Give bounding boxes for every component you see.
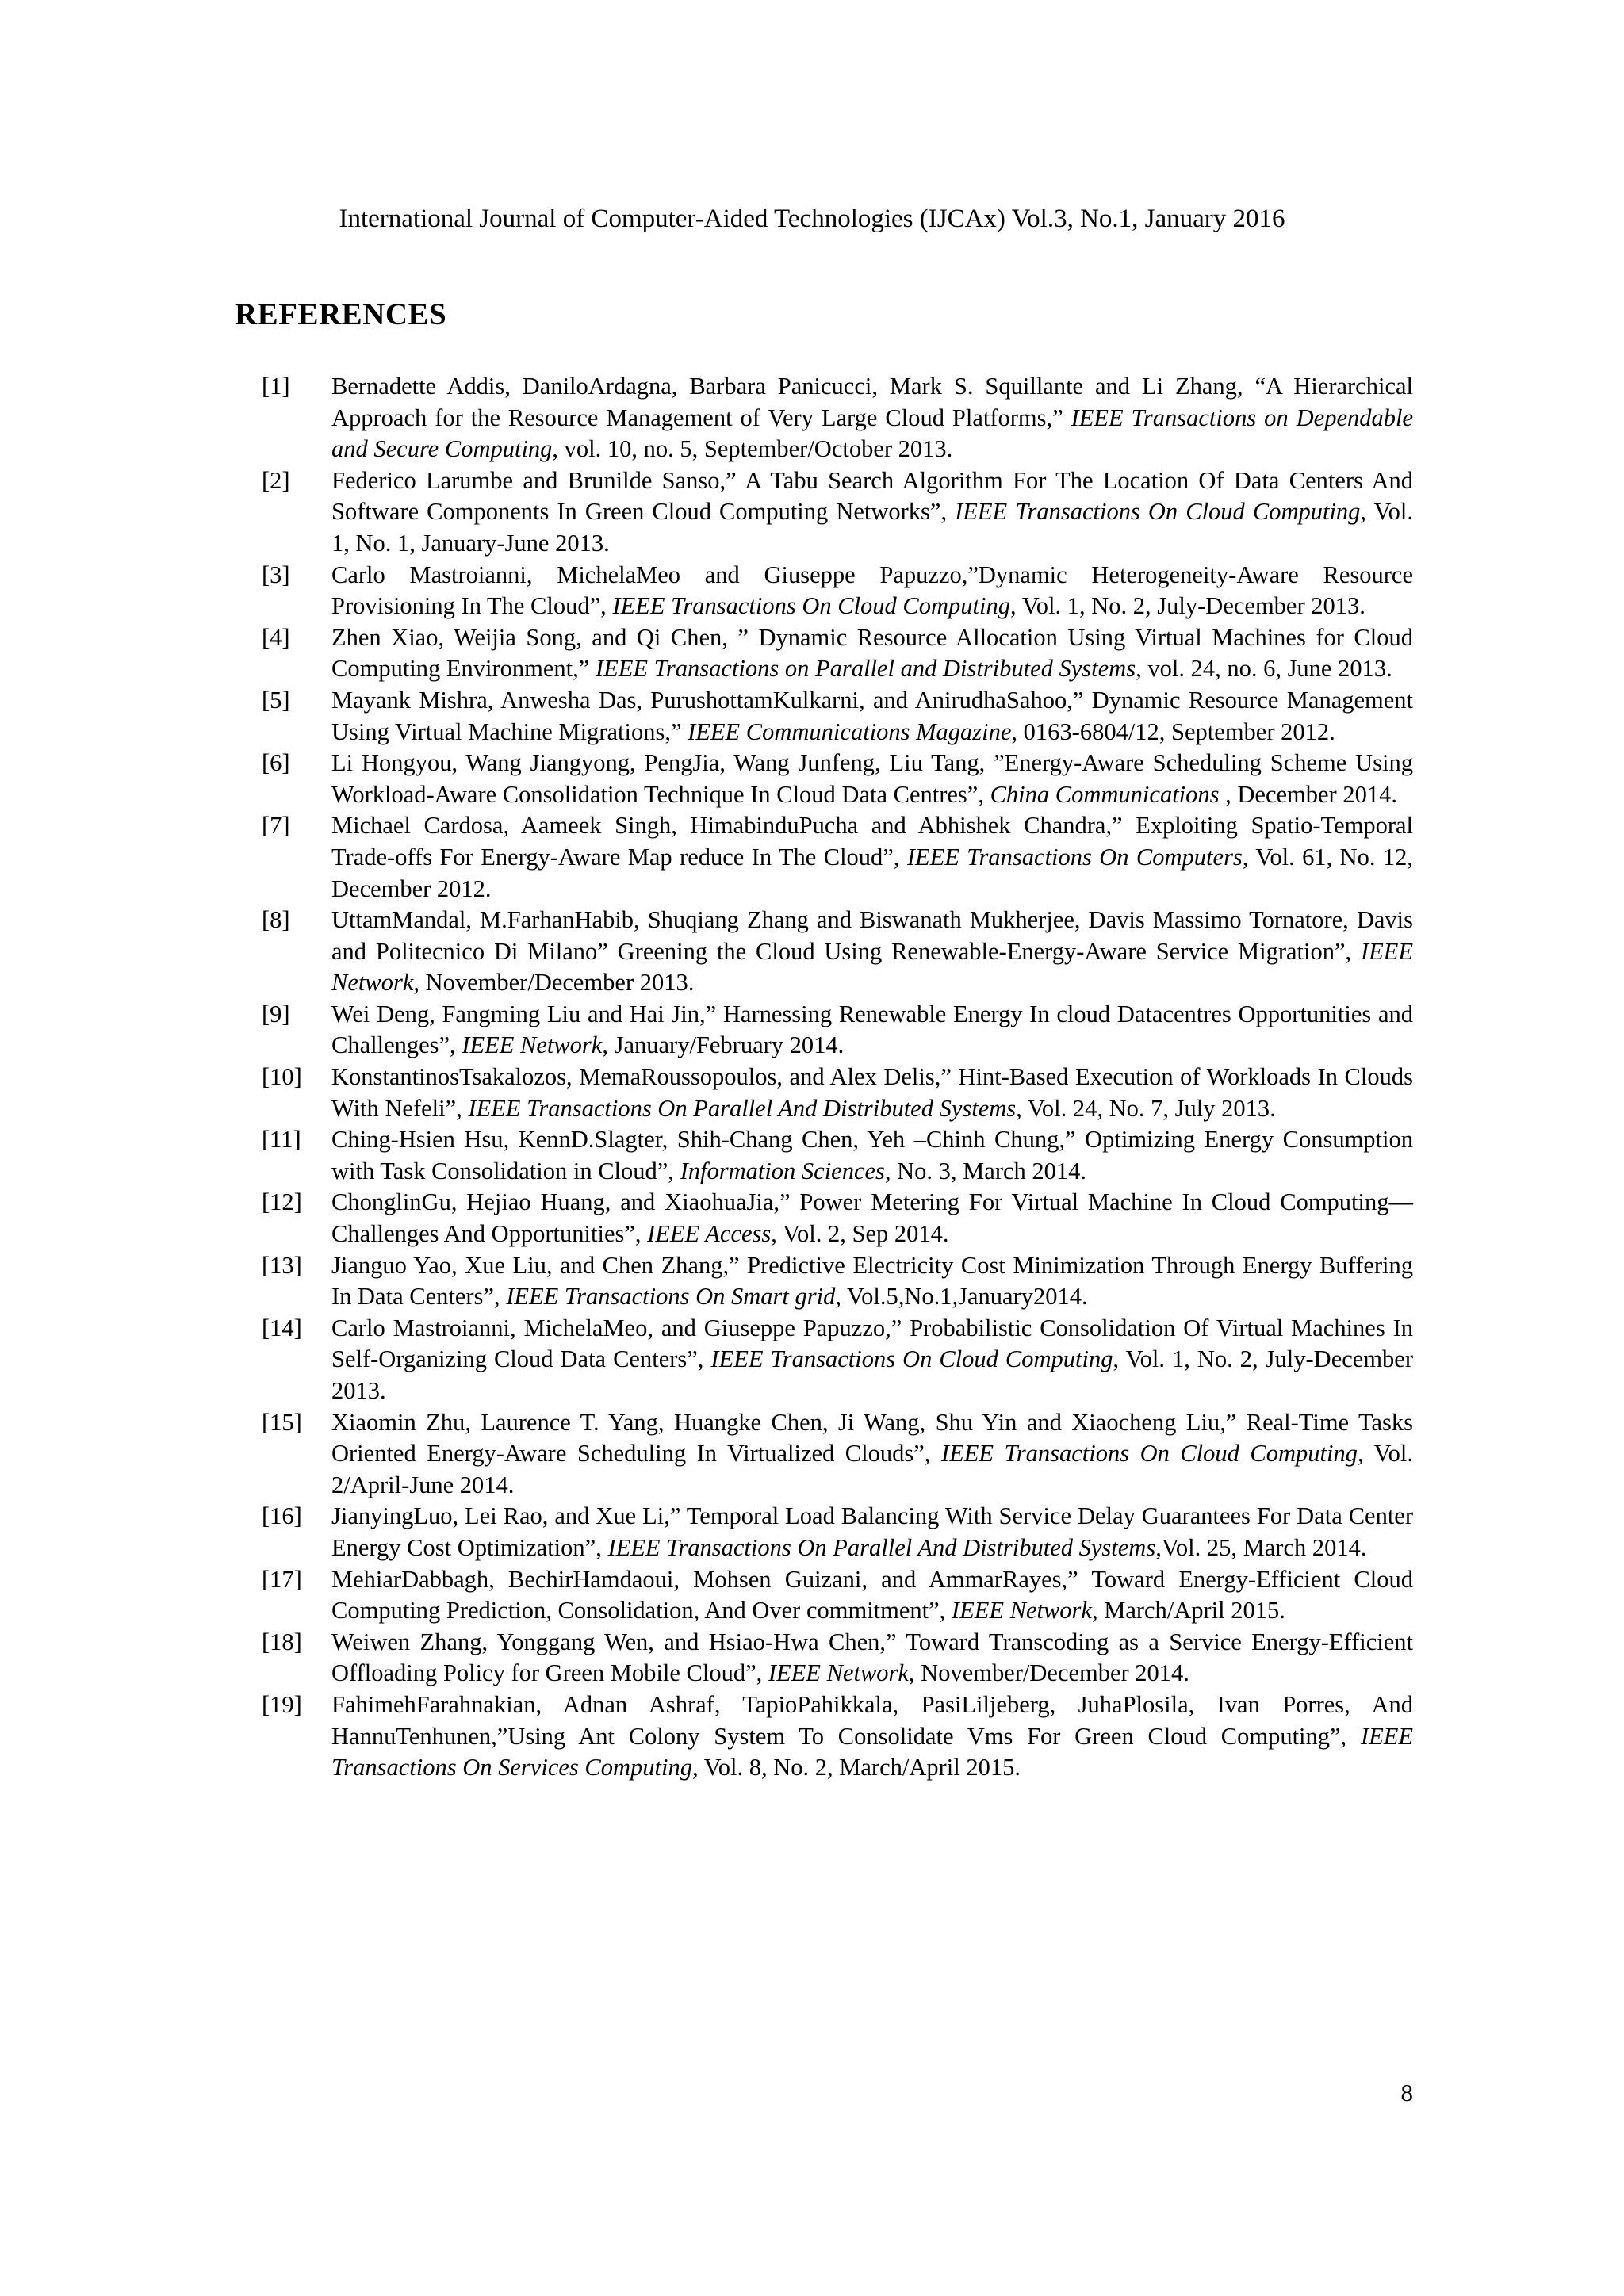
reference-authors-title: Mayank Mishra, Anwesha Das, PurushottamKulkarni, and AnirudhaSahoo,” Dynamic Resource Management Using Virtual Machine Migrations,” <box>331 686 1413 745</box>
reference-details: , vol. 24, no. 6, June 2013. <box>1136 655 1392 683</box>
reference-venue: IEEE Transactions On Cloud Computing <box>612 592 1011 620</box>
reference-text <box>331 999 1413 1062</box>
reference-details: , Vol. 1, No. 1, January-June 2013. <box>331 498 1413 557</box>
reference-details: , Vol.5,No.1,January2014. <box>835 1283 1088 1311</box>
reference-text <box>331 1501 1413 1563</box>
reference-item <box>262 905 1413 999</box>
reference-item <box>262 622 1413 685</box>
reference-text <box>331 1124 1413 1187</box>
reference-authors-title: Federico Larumbe and Brunilde Sanso,” A Tabu Search Algorithm For The Location Of Data Centers And Software Components In Green Cloud Computing Networks”, <box>331 466 1413 526</box>
reference-details: , Vol. 24, No. 7, July 2013. <box>1016 1094 1276 1122</box>
reference-number: [5] <box>262 686 290 714</box>
reference-venue: IEEE Transactions On Computers <box>906 843 1243 871</box>
reference-authors-title: Xiaomin Zhu, Laurence T. Yang, Huangke Chen, Ji Wang, Shu Yin and Xiaocheng Liu,” Real-Time Tasks Oriented Energy-Aware Scheduling In Virtualized Clouds”, <box>331 1408 1413 1468</box>
reference-number: [19] <box>262 1690 302 1718</box>
reference-venue: China Communications <box>990 780 1220 808</box>
reference-item <box>262 1250 1413 1313</box>
reference-item <box>262 1689 1413 1784</box>
reference-text <box>331 560 1413 622</box>
reference-authors-title: Ching-Hsien Hsu, KennD.Slagter, Shih-Chang Chen, Yeh –Chinh Chung,” Optimizing Energy Consumption with Task Consolidation in Cloud”, <box>331 1126 1413 1184</box>
reference-number: [13] <box>262 1251 302 1279</box>
reference-authors-title: UttamMandal, M.FarhanHabib, Shuqiang Zhang and Biswanath Mukherjee, Davis Massimo Tornatore, Davis and Politecnico Di Milano” Greening the Cloud Using Renewable-Energy-Aware Service Migration”, <box>331 906 1413 965</box>
reference-number: [17] <box>262 1565 302 1593</box>
reference-venue: IEEE Transactions On Cloud Computing <box>710 1345 1113 1373</box>
reference-venue: IEEE Transactions On Parallel And Distributed Systems <box>468 1094 1017 1122</box>
reference-authors-title: Weiwen Zhang, Yonggang Wen, and Hsiao-Hwa Chen,” Toward Transcoding as a Service Energy-Efficient Offloading Policy for Green Mobile Cloud”, <box>331 1628 1413 1687</box>
reference-text <box>331 1062 1413 1124</box>
reference-authors-title: ChonglinGu, Hejiao Huang, and XiaohuaJia,” Power Metering For Virtual Machine In Cloud Computing—Challenges And Opportunities”, <box>331 1188 1413 1248</box>
reference-text <box>331 1187 1413 1249</box>
section-title: REFERENCES <box>235 297 447 331</box>
reference-details: , November/December 2013. <box>413 969 695 997</box>
reference-authors-title: MehiarDabbagh, BechirHamdaoui, Mohsen Guizani, and AmmarRayes,” Toward Energy-Efficient Cloud Computing Prediction, Consolidation, And Over commitment”, <box>331 1565 1413 1624</box>
reference-item <box>262 1313 1413 1407</box>
reference-number: [9] <box>262 1000 290 1027</box>
reference-venue: IEEE Network <box>331 937 1413 997</box>
reference-details: , 0163-6804/12, September 2012. <box>1011 718 1335 745</box>
reference-number: [6] <box>262 749 290 777</box>
reference-venue: IEEE Network <box>768 1659 909 1687</box>
reference-details: , Vol. 61, No. 12, December 2012. <box>331 843 1414 902</box>
reference-venue: IEEE Network <box>462 1031 603 1059</box>
running-header: International Journal of Computer-Aided Technologies (IJCAx) Vol.3, No.1, January 2016 <box>339 205 1285 233</box>
reference-authors-title: Carlo Mastroianni, MichelaMeo, and Giuseppe Papuzzo,” Probabilistic Consolidation Of Virtual Machines In Self-Organizing Cloud Data Centers”, <box>331 1314 1413 1373</box>
reference-venue: IEEE Network <box>951 1597 1092 1624</box>
reference-number: [12] <box>262 1188 302 1216</box>
reference-text <box>331 685 1413 748</box>
reference-venue: IEEE Transactions On Parallel And Distributed Systems, <box>607 1533 1162 1561</box>
reference-authors-title: Wei Deng, Fangming Liu and Hai Jin,” Harnessing Renewable Energy In cloud Datacentres Opportunities and Challenges”, <box>331 1000 1413 1059</box>
reference-number: [8] <box>262 906 290 934</box>
reference-number: [11] <box>262 1126 301 1154</box>
reference-text <box>331 810 1413 905</box>
reference-venue: IEEE Transactions On Smart grid <box>506 1283 836 1311</box>
reference-details: , January/February 2014. <box>602 1031 845 1059</box>
reference-authors-title: FahimehFarahnakian, Adnan Ashraf, TapioPahikkala, PasiLiljeberg, JuhaPlosila, Ivan Porres, And HannuTenhunen,”Using Ant Colony System To Consolidate Vms For Green Cloud Computing”, <box>331 1690 1413 1750</box>
reference-item <box>262 465 1413 560</box>
reference-item <box>262 999 1413 1062</box>
reference-details: , March/April 2015. <box>1091 1597 1285 1624</box>
page-number: 8 <box>1400 2079 1413 2107</box>
reference-number: [7] <box>262 812 290 840</box>
reference-details: , November/December 2014. <box>908 1659 1189 1687</box>
reference-authors-title: Li Hongyou, Wang Jiangyong, PengJia, Wang Junfeng, Liu Tang, ”Energy-Aware Scheduling Scheme Using Workload-Aware Consolidation Technique In Cloud Data Centres”, <box>331 749 1413 808</box>
reference-authors-title: KonstantinosTsakalozos, MemaRoussopoulos, and Alex Delis,” Hint-Based Execution of Workloads In Clouds With Nefeli”, <box>331 1063 1413 1122</box>
reference-text <box>331 1627 1413 1689</box>
reference-item <box>262 1187 1413 1249</box>
reference-item <box>262 748 1413 810</box>
reference-text <box>331 371 1413 465</box>
reference-details: , December 2014. <box>1219 780 1397 808</box>
reference-list <box>262 371 1413 1784</box>
reference-number: [2] <box>262 466 290 494</box>
reference-venue: IEEE Transactions On Services Computing <box>331 1722 1413 1781</box>
reference-authors-title: Carlo Mastroianni, MichelaMeo and Giuseppe Papuzzo,”Dynamic Heterogeneity-Aware Resource Provisioning In The Cloud”, <box>331 561 1413 620</box>
reference-item <box>262 810 1413 905</box>
reference-text <box>331 905 1413 999</box>
reference-number: [10] <box>262 1063 302 1091</box>
reference-item <box>262 1407 1413 1502</box>
reference-item <box>262 685 1413 748</box>
reference-text <box>331 465 1413 560</box>
reference-item <box>262 1627 1413 1689</box>
reference-item <box>262 1124 1413 1187</box>
reference-text <box>331 1564 1413 1627</box>
reference-venue: IEEE Access <box>647 1220 772 1248</box>
reference-number: [16] <box>262 1502 302 1530</box>
reference-authors-title: Jianguo Yao, Xue Liu, and Chen Zhang,” Predictive Electricity Cost Minimization Through Energy Buffering In Data Centers”, <box>331 1251 1413 1311</box>
reference-details: Vol. 25, March 2014. <box>1161 1533 1367 1561</box>
reference-authors-title: Zhen Xiao, Weijia Song, and Qi Chen, ” Dynamic Resource Allocation Using Virtual Machines for Cloud Computing Environment,” <box>331 623 1413 683</box>
reference-number: [14] <box>262 1314 302 1341</box>
reference-details: , Vol. 1, No. 2, July-December 2013. <box>331 1345 1413 1404</box>
reference-number: [18] <box>262 1628 302 1655</box>
reference-item <box>262 371 1413 465</box>
reference-text <box>331 1313 1413 1407</box>
reference-venue: IEEE Transactions On Cloud Computing <box>955 498 1361 526</box>
reference-number: [3] <box>262 561 290 588</box>
reference-details: , No. 3, March 2014. <box>884 1157 1087 1184</box>
reference-details: , vol. 10, no. 5, September/October 2013. <box>552 435 953 463</box>
reference-details: , Vol. 2, Sep 2014. <box>771 1220 949 1248</box>
reference-number: [4] <box>262 623 290 651</box>
reference-text <box>331 748 1413 810</box>
reference-text <box>331 622 1413 685</box>
reference-authors-title: Bernadette Addis, DaniloArdagna, Barbara Panicucci, Mark S. Squillante and Li Zhang, “A Hierarchical Approach for the Resource Management of Very Large Cloud Platforms,” <box>331 373 1413 431</box>
reference-authors-title: Michael Cardosa, Aameek Singh, HimabinduPucha and Abhishek Chandra,” Exploiting Spatio-Temporal Trade-offs For Energy-Aware Map reduce In The Cloud”, <box>331 812 1413 871</box>
reference-authors-title: JianyingLuo, Lei Rao, and Xue Li,” Temporal Load Balancing With Service Delay Guarantees For Data Center Energy Cost Optimization”, <box>331 1502 1413 1561</box>
reference-venue: IEEE Transactions on Dependable and Secure Computing <box>331 404 1413 463</box>
reference-details: , Vol. 1, No. 2, July-December 2013. <box>1010 592 1365 620</box>
reference-item <box>262 560 1413 622</box>
reference-details: , Vol. 8, No. 2, March/April 2015. <box>691 1754 1021 1781</box>
reference-item <box>262 1062 1413 1124</box>
reference-venue: IEEE Transactions on Parallel and Distributed Systems <box>595 655 1136 683</box>
reference-details: , Vol. 2/April-June 2014. <box>331 1440 1413 1498</box>
reference-venue: IEEE Transactions On Cloud Computing <box>940 1440 1358 1468</box>
reference-number: [1] <box>262 373 290 400</box>
reference-venue: Information Sciences <box>680 1157 885 1184</box>
reference-item <box>262 1501 1413 1563</box>
reference-text <box>331 1689 1413 1784</box>
reference-venue: IEEE Communications Magazine <box>688 718 1012 745</box>
reference-item <box>262 1564 1413 1627</box>
reference-text <box>331 1407 1413 1502</box>
reference-text <box>331 1250 1413 1313</box>
reference-number: [15] <box>262 1408 302 1436</box>
